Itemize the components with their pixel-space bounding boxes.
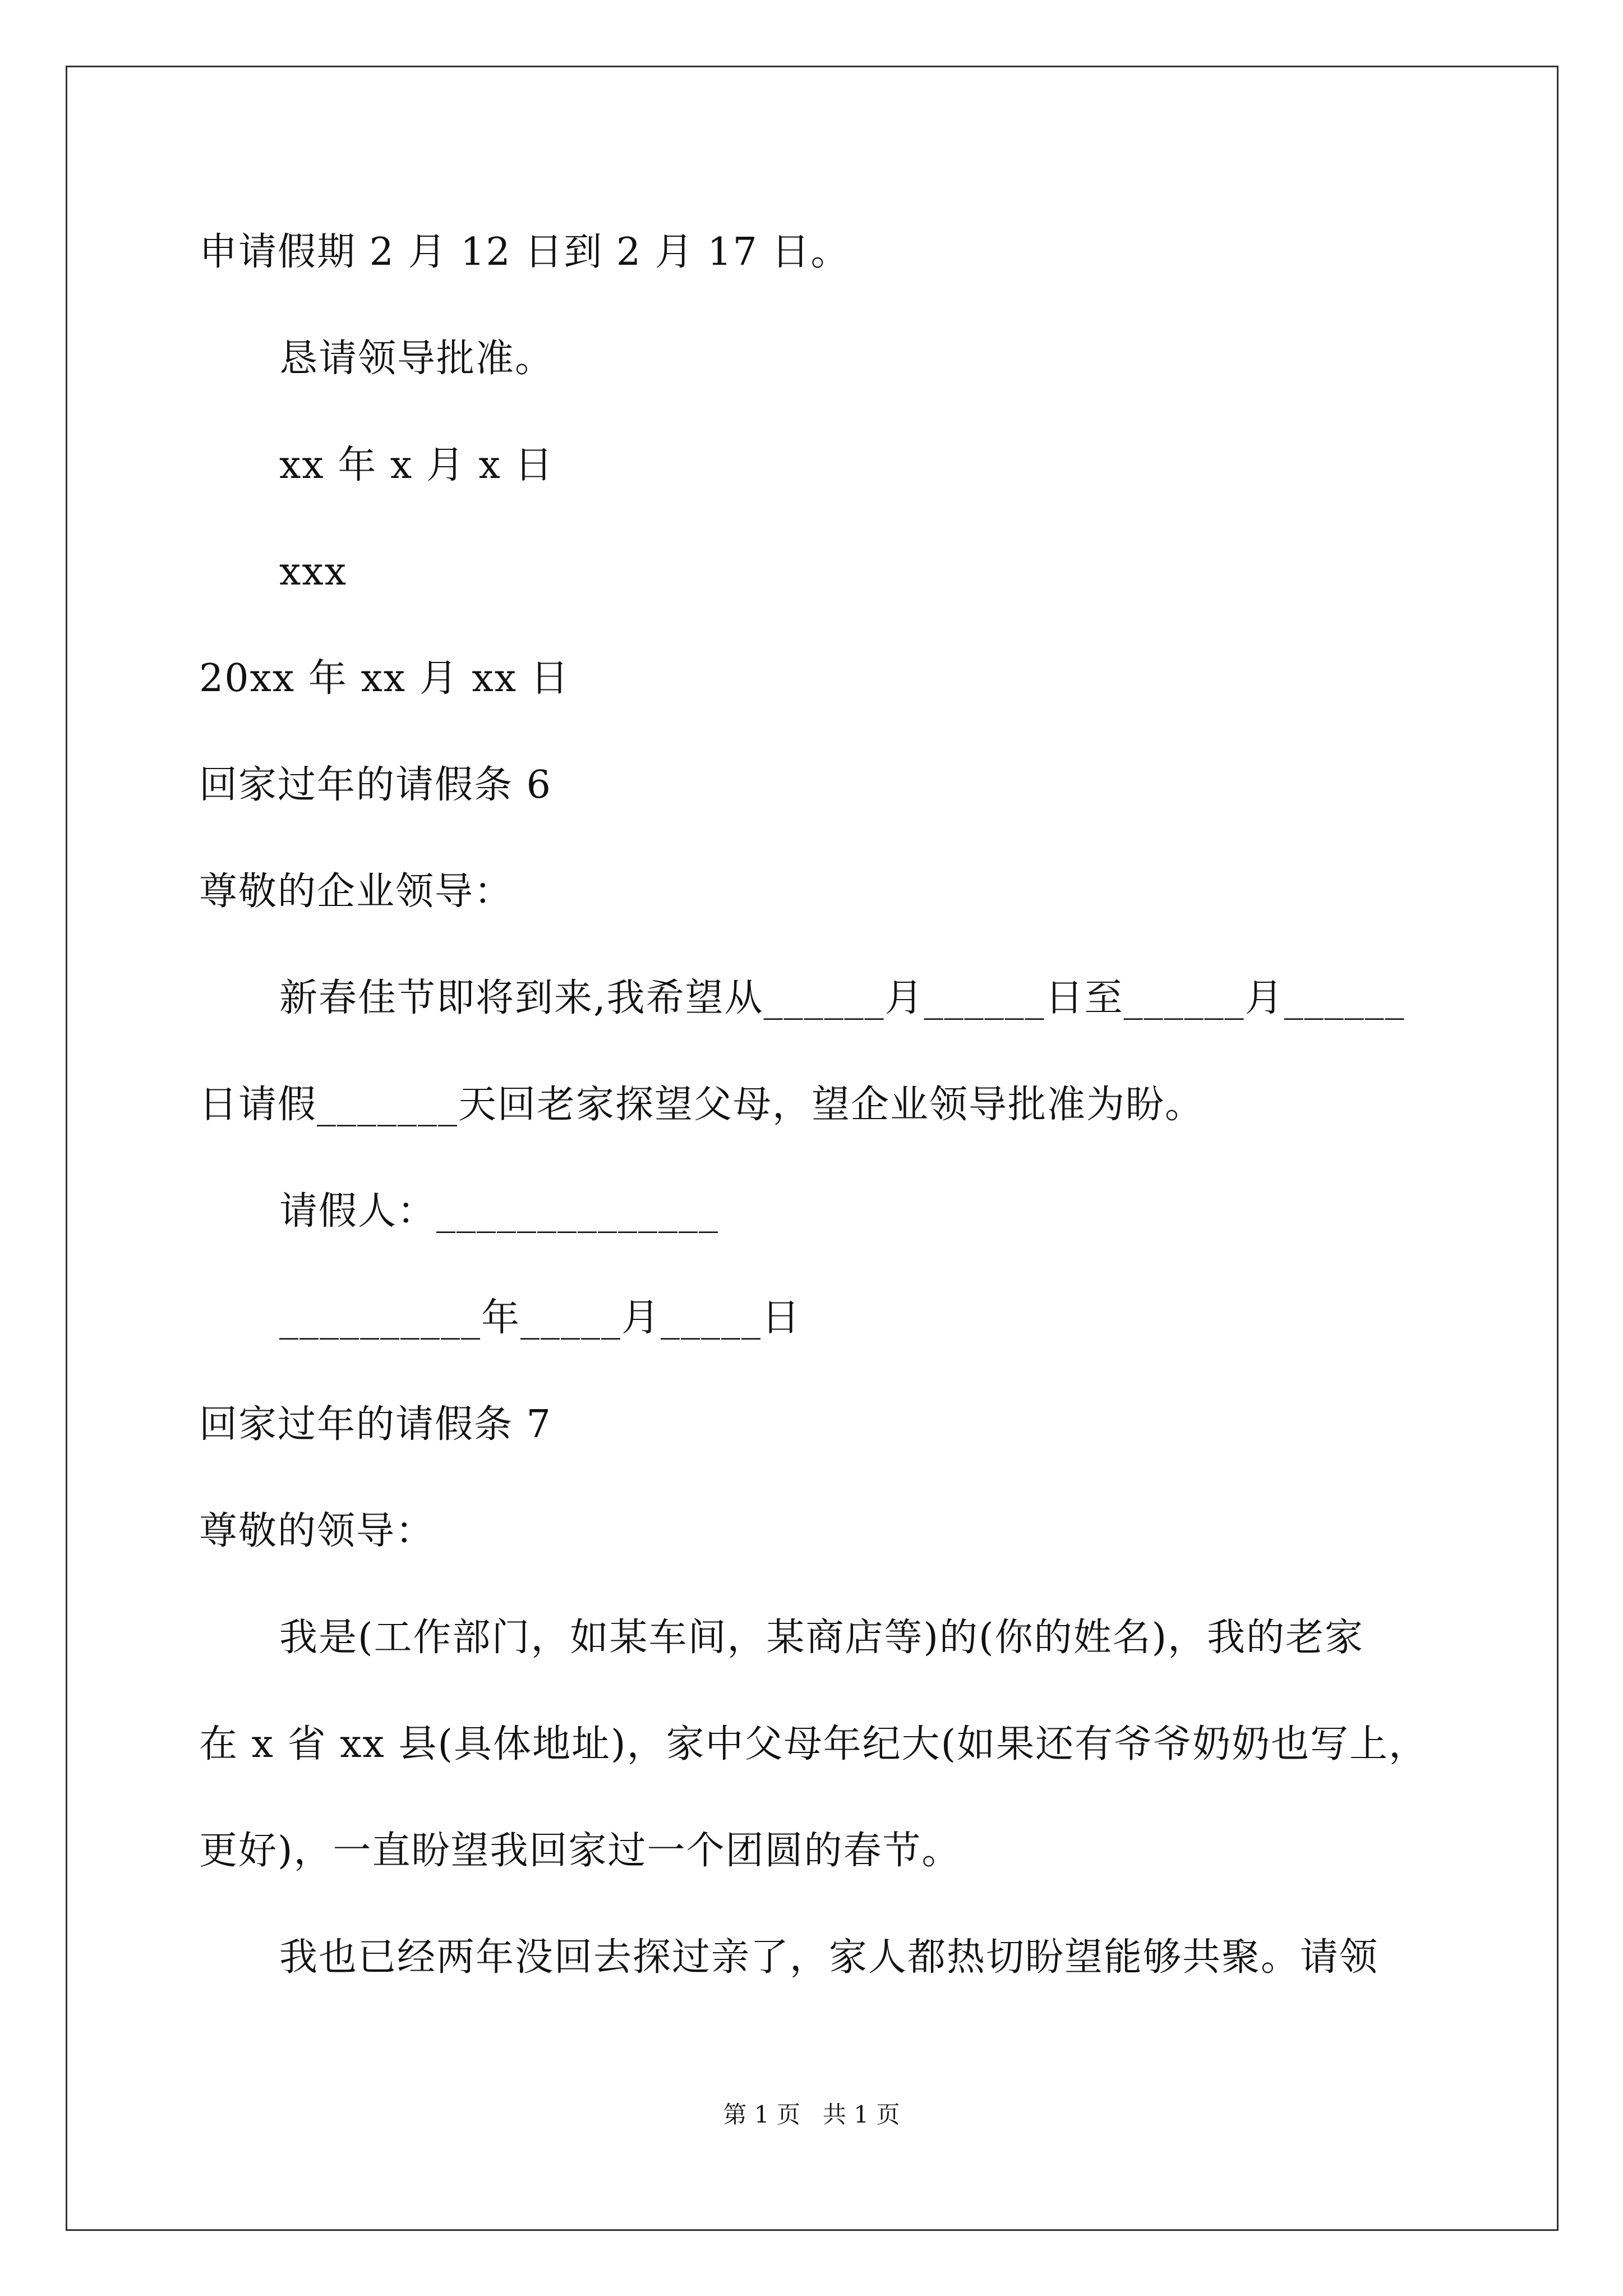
section-title: 回家过年的请假条 6 [199, 763, 552, 807]
text-line: 日请假_______天回老家探望父母，望企业领导批准为盼。 [199, 1083, 1205, 1127]
text-line: 在 x 省 xx 县(具体地址)，家中父母年纪大(如果还有爷爷奶奶也写上， [199, 1722, 1428, 1766]
salutation: 尊敬的领导： [199, 1509, 435, 1553]
text-line: xxx [279, 550, 348, 594]
text-line: 新春佳节即将到来,我希望从______月______日至______月______ [279, 976, 1405, 1020]
text-line: 恳请领导批准。 [279, 337, 555, 381]
page-frame [66, 66, 1559, 2231]
section-title: 回家过年的请假条 7 [199, 1402, 552, 1447]
text-line: xx 年 x 月 x 日 [279, 443, 554, 487]
date-blank-line: __________年_____月_____日 [279, 1296, 801, 1340]
salutation: 尊敬的企业领导： [199, 869, 514, 914]
date-line: 20xx 年 xx 月 xx 日 [199, 656, 570, 701]
signature-line: 请假人：______________ [279, 1189, 720, 1234]
text-line: 申请假期 2 月 12 日到 2 月 17 日。 [199, 230, 850, 274]
text-line: 更好)，一直盼望我回家过一个团圆的春节。 [199, 1829, 961, 1873]
text-line: 我也已经两年没回去探过亲了，家人都热切盼望能够共聚。请领 [279, 1935, 1379, 1980]
text-line: 我是(工作部门，如某车间，某商店等)的(你的姓名)，我的老家 [279, 1616, 1364, 1660]
page-footer: 第 1 页 共 1 页 [723, 2101, 900, 2128]
